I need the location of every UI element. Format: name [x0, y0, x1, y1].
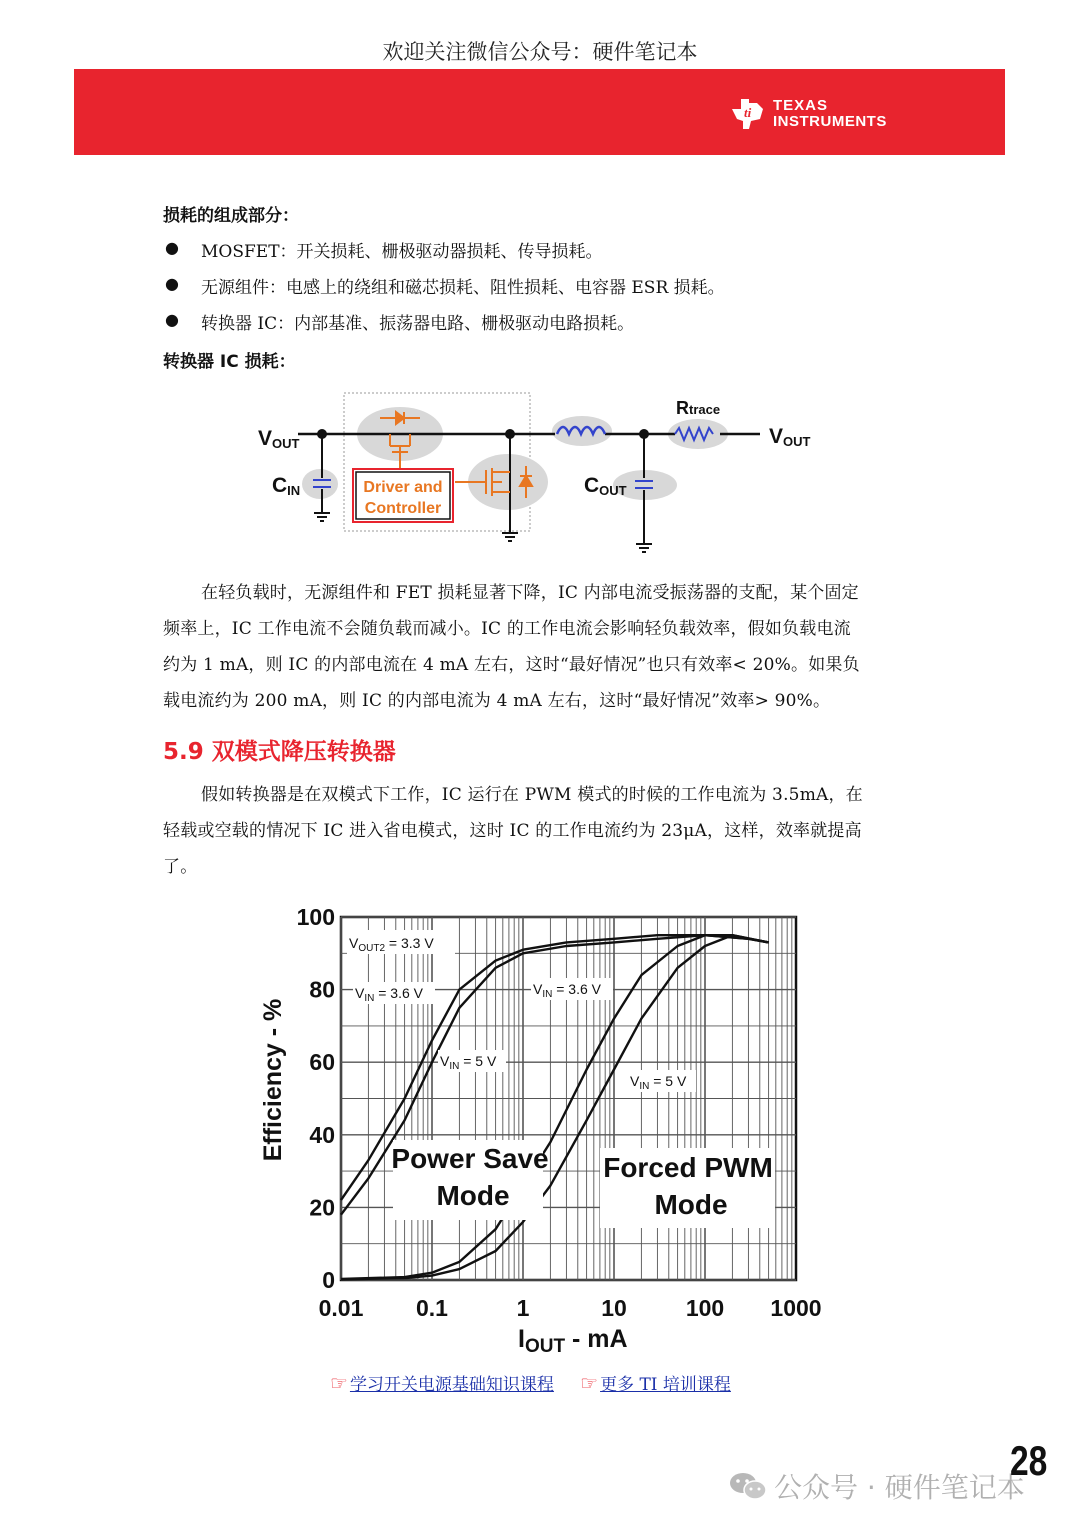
x-tick-label: 10	[601, 1295, 627, 1321]
para-line: 轻载或空载的情况下 IC 进入省电模式，这时 IC 的工作电流约为 23μA，这样，效率就提高	[163, 821, 862, 841]
bullet-text: MOSFET：开关损耗、栅极驱动器损耗、传导损耗。	[201, 242, 603, 262]
bullet-text: 无源组件：电感上的绕组和磁芯损耗、阻性损耗、电容器 ESR 损耗。	[201, 278, 725, 298]
cin-highlight	[302, 469, 338, 499]
y-tick-label: 80	[309, 976, 335, 1003]
annotation-vin36-ps: $V_{IN} = 3.6$ V	[355, 985, 423, 1004]
para-line: 了。	[163, 857, 198, 877]
power-save-label-2: Mode	[436, 1180, 510, 1211]
y-tick-label: 100	[296, 904, 335, 930]
forced-pwm-label-2: Mode	[654, 1189, 728, 1220]
bullet-dot-icon: ●	[165, 274, 179, 293]
x-tick-label: 1	[516, 1295, 530, 1321]
logo-line1: TEXAS	[773, 97, 829, 114]
para-line: 约为 1 mA，则 IC 的内部电流在 4 mA 左右，这时“最好情况”也只有效率< 20%。如果负	[163, 655, 860, 675]
forced-pwm-label: Forced PWM	[603, 1152, 773, 1183]
bullet-text: 转换器 IC：内部基准、振荡器电路、栅极驱动电路损耗。	[201, 314, 635, 334]
x-tick-label: 1000	[770, 1295, 822, 1321]
y-tick-label: 40	[309, 1121, 335, 1148]
bullet-item	[165, 273, 725, 298]
link-power-basics-course[interactable]: 学习开关电源基础知识课程	[349, 1375, 554, 1395]
bullet-item	[165, 309, 635, 334]
annotation-vout2: $V_{OUT2} = 3.3$ V	[349, 935, 434, 954]
vout-right-label: VOUT	[769, 425, 811, 449]
logo-line2: INSTRUMENTS	[773, 113, 887, 130]
y-tick-label: 0	[322, 1267, 335, 1293]
para-line: 假如转换器是在双模式下工作，IC 运行在 PWM 模式的时候的工作电流为 3.5mA，在	[201, 785, 863, 805]
section-title: 5.9 双模式降压转换器	[163, 739, 396, 765]
bullet-item	[165, 237, 603, 262]
wechat-icon	[728, 1470, 768, 1509]
ti-chip-icon	[729, 95, 769, 131]
link-more-ti-courses[interactable]: 更多 TI 培训课程	[600, 1375, 731, 1395]
power-save-label: Power Save	[391, 1143, 549, 1174]
ic-loss-title: 转换器 IC 损耗：	[163, 352, 296, 372]
rtrace-label: Rtrace	[676, 398, 721, 418]
bullet-dot-icon: ●	[165, 238, 179, 257]
ti-logo	[729, 95, 909, 135]
driver-label-2: Controller	[364, 500, 442, 517]
paragraph-dual-mode	[163, 777, 915, 885]
para-line: 在轻负载时，无源组件和 FET 损耗显著下降，IC 内部电流受振荡器的支配，某个固定	[201, 583, 859, 603]
vout-left-label: VOUT	[258, 427, 300, 451]
watermark	[728, 1466, 1025, 1509]
x-tick-label: 0.1	[416, 1295, 448, 1321]
page-number: 28	[1010, 1437, 1048, 1484]
annotation-vin36-pwm: $V_{IN} = 3.6$ V	[533, 981, 601, 1000]
x-tick-label: 0.01	[318, 1295, 364, 1321]
x-tick-label: 100	[685, 1295, 725, 1321]
para-line: 载电流约为 200 mA，则 IC 的内部电流为 4 mA 左右，这时“最好情况”效率> 90%。	[163, 691, 831, 711]
paragraph-light-load	[163, 575, 915, 719]
efficiency-chart	[245, 900, 822, 1365]
top-note: 欢迎关注微信公众号：硬件笔记本	[382, 40, 698, 64]
svg-text:ti: ti	[744, 105, 752, 120]
header-banner	[74, 69, 1005, 155]
driver-label-1: Driver and	[363, 479, 443, 496]
para-line: 频率上，IC 工作电流不会随负载而减小。IC 的工作电流会影响轻负载效率，假如负载电流	[163, 619, 851, 639]
y-tick-label: 60	[309, 1049, 335, 1076]
watermark-text: 公众号 · 硬件笔记本	[774, 1471, 1025, 1504]
pointing-hand-icon: ☞	[330, 1371, 348, 1395]
loss-title: 损耗的组成部分：	[163, 206, 299, 226]
pointing-hand-icon: ☞	[580, 1371, 599, 1395]
annotation-vin5-pwm: $V_{IN} = 5$ V	[630, 1073, 687, 1092]
bullet-dot-icon: ●	[165, 310, 179, 329]
cout-label: COUT	[584, 474, 627, 498]
rtrace-highlight	[668, 419, 728, 449]
x-axis-label: $I_{OUT}$ - mA	[518, 1325, 628, 1357]
y-tick-label: 20	[309, 1194, 335, 1221]
cin-label: CIN	[272, 474, 301, 498]
y-axis-label: Efficiency - %	[259, 998, 287, 1162]
buck-circuit-diagram	[250, 388, 820, 560]
course-links	[330, 1370, 731, 1395]
annotation-vin5-ps: $V_{IN} = 5$ V	[440, 1053, 497, 1072]
